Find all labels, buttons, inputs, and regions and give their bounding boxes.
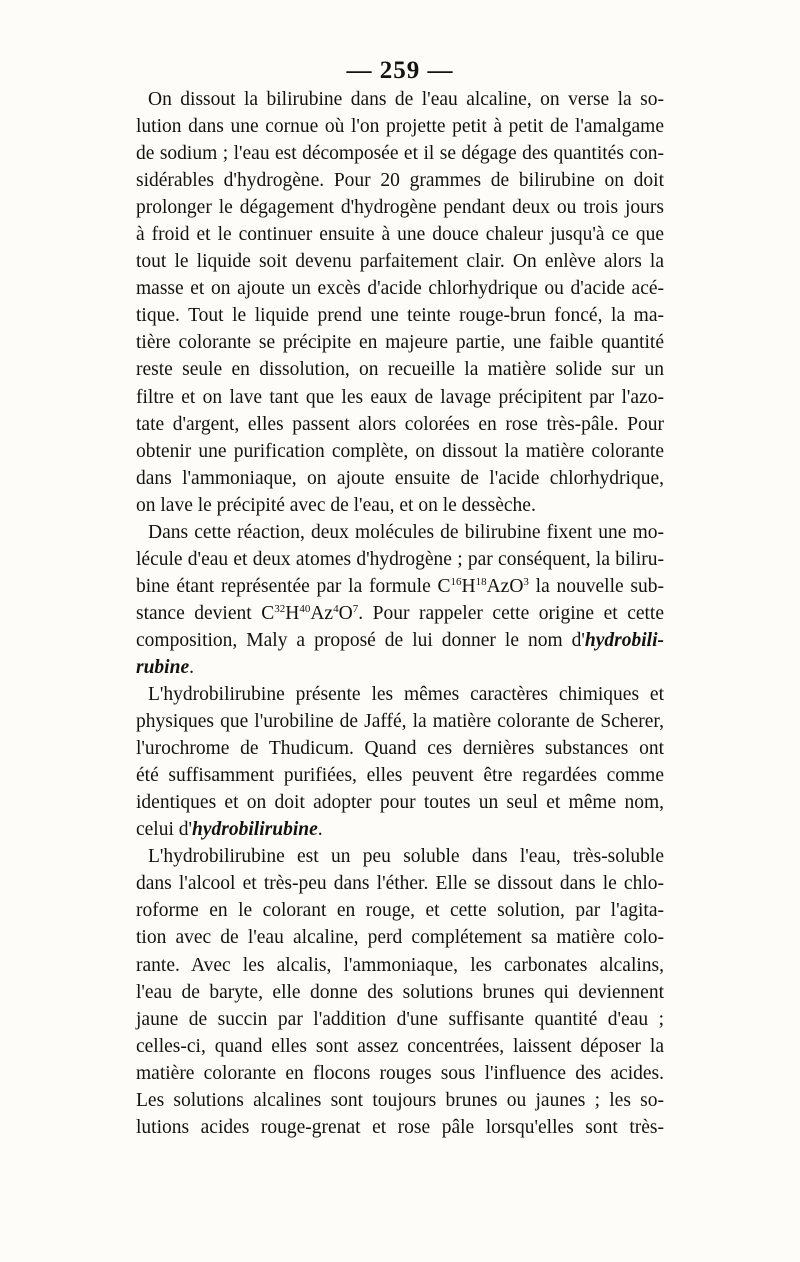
- text-line: filtre et on lave tant que les eaux de lavage précipitent par l'azo-: [136, 386, 664, 408]
- formula-subscript: 40: [299, 602, 311, 615]
- text-line: tout le liquide soit devenu parfaitement clair. On enlève alors la: [136, 251, 664, 273]
- text-line: lutions acides rouge-grenat et rose pâle lorsqu'elles sont très-: [136, 1116, 664, 1138]
- text-segment: .: [189, 656, 194, 678]
- text-line: prolonger le dégagement d'hydrogène pendant deux ou trois jours: [136, 197, 664, 219]
- text-line: tate d'argent, elles passent alors colorées en rose très-pâle. Pour: [136, 413, 664, 435]
- text-line: reste seule en dissolution, on recueille la matière solide sur un: [136, 359, 664, 381]
- italic-term: hydrobili-: [584, 629, 664, 651]
- text-line: [136, 627, 664, 654]
- text-line: tique. Tout le liquide prend une teinte rouge-brun foncé, la ma-: [136, 305, 664, 327]
- formula-subscript: 32: [274, 602, 286, 615]
- formula-subscript: 3: [523, 575, 529, 588]
- text-line: tière colorante se précipite en majeure partie, une faible quantité: [136, 332, 664, 354]
- chemical-formula: [261, 603, 358, 624]
- formula-part: C: [261, 602, 275, 624]
- text-line: l'eau de baryte, elle donne des solutions brunes qui deviennent: [136, 981, 664, 1003]
- formula-part: C: [437, 575, 451, 597]
- formula-part: Az: [310, 602, 334, 624]
- body-text: [136, 86, 664, 1141]
- text-line: jaune de succin par l'addition d'une suffisante quantité d'eau ;: [136, 1008, 664, 1030]
- text-line: de sodium ; l'eau est décomposée et il se dégage des quantités con-: [136, 143, 664, 165]
- paragraph-3: [136, 681, 664, 843]
- text-line: lécule d'eau et deux atomes d'hydrogène ; par conséquent, la biliru-: [136, 548, 664, 570]
- text-line: Dans cette réaction, deux molécules de bilirubine fixent une mo-: [148, 521, 664, 543]
- formula-subscript: 7: [352, 602, 359, 615]
- text-segment: celui d': [136, 819, 193, 841]
- text-segment: la nouvelle sub-: [528, 575, 664, 597]
- text-line: on lave le précipité avec de l'eau, et on le dessèche.: [136, 494, 536, 516]
- formula-part: H: [285, 602, 300, 624]
- text-line: été suffisamment purifiées, elles peuvent être regardées comme: [136, 765, 664, 787]
- formula-part: H: [461, 575, 476, 597]
- text-line-with-formula: [136, 600, 664, 627]
- text-segment: stance devient: [136, 602, 262, 624]
- paragraph-2: [136, 519, 664, 681]
- text-line: sidérables d'hydrogène. Pour 20 grammes de bilirubine on doit: [136, 170, 664, 192]
- text-line: dans l'alcool et très-peu dans l'éther. Elle se dissout dans le chlo-: [136, 873, 664, 895]
- text-line: rante. Avec les alcalis, l'ammoniaque, les carbonates alcalins,: [136, 954, 664, 976]
- text-line: celles-ci, quand elles sont assez concentrées, laissent déposer la: [136, 1035, 664, 1057]
- text-segment: bine étant représentée par la formule: [136, 575, 438, 597]
- formula-part: AzO: [486, 575, 524, 597]
- italic-term: rubine: [136, 656, 190, 678]
- text-line: dans l'ammoniaque, on ajoute ensuite de l'acide chlorhydrique,: [136, 467, 664, 489]
- paragraph-1: [136, 86, 664, 519]
- formula-subscript: 16: [450, 575, 462, 588]
- text-line: lution dans une cornue où l'on projette petit à petit de l'amalgame: [136, 116, 664, 138]
- formula-subscript: 18: [475, 575, 487, 588]
- text-line: physiques que l'urobiline de Jaffé, la matière colorante de Scherer,: [136, 711, 664, 733]
- formula-part: O: [338, 602, 353, 624]
- text-line: l'urochrome de Thudicum. Quand ces dernières substances ont: [136, 738, 664, 760]
- text-line: à froid et le continuer ensuite à une douce chaleur jusqu'à ce que: [136, 224, 664, 246]
- text-line: identiques et on doit adopter pour toutes un seul et même nom,: [136, 792, 664, 814]
- text-line: L'hydrobilirubine est un peu soluble dans l'eau, très-soluble: [148, 846, 664, 868]
- text-line: tion avec de l'eau alcaline, perd complétement sa matière colo-: [136, 927, 664, 949]
- text-segment: composition, Maly a proposé de lui donner le nom d': [136, 629, 585, 651]
- text-line: L'hydrobilirubine présente les mêmes caractères chimiques et: [148, 684, 664, 706]
- formula-subscript: 4: [333, 602, 339, 615]
- text-line: [136, 816, 664, 843]
- page-number: — 259 —: [346, 57, 454, 84]
- text-segment: . Pour rappeler cette origine et cette: [358, 602, 664, 624]
- italic-term: hydrobilirubine: [192, 819, 318, 841]
- paragraph-4: [136, 843, 664, 1141]
- text-line-with-formula: [136, 573, 664, 600]
- text-line: matière colorante en flocons rouges sous l'influence des acides.: [136, 1062, 664, 1084]
- text-line: Les solutions alcalines sont toujours brunes ou jaunes ; les so-: [136, 1089, 664, 1111]
- text-line: roforme en le colorant en rouge, et cette solution, par l'agita-: [136, 900, 664, 922]
- text-line: masse et on ajoute un excès d'acide chlorhydrique ou d'acide acé-: [136, 278, 664, 300]
- text-line: [136, 654, 664, 681]
- text-line: obtenir une purification complète, on dissout la matière colorante: [136, 440, 664, 462]
- text-line: On dissout la bilirubine dans de l'eau alcaline, on verse la so-: [148, 89, 664, 110]
- chemical-formula: [437, 576, 528, 597]
- text-segment: .: [317, 819, 323, 841]
